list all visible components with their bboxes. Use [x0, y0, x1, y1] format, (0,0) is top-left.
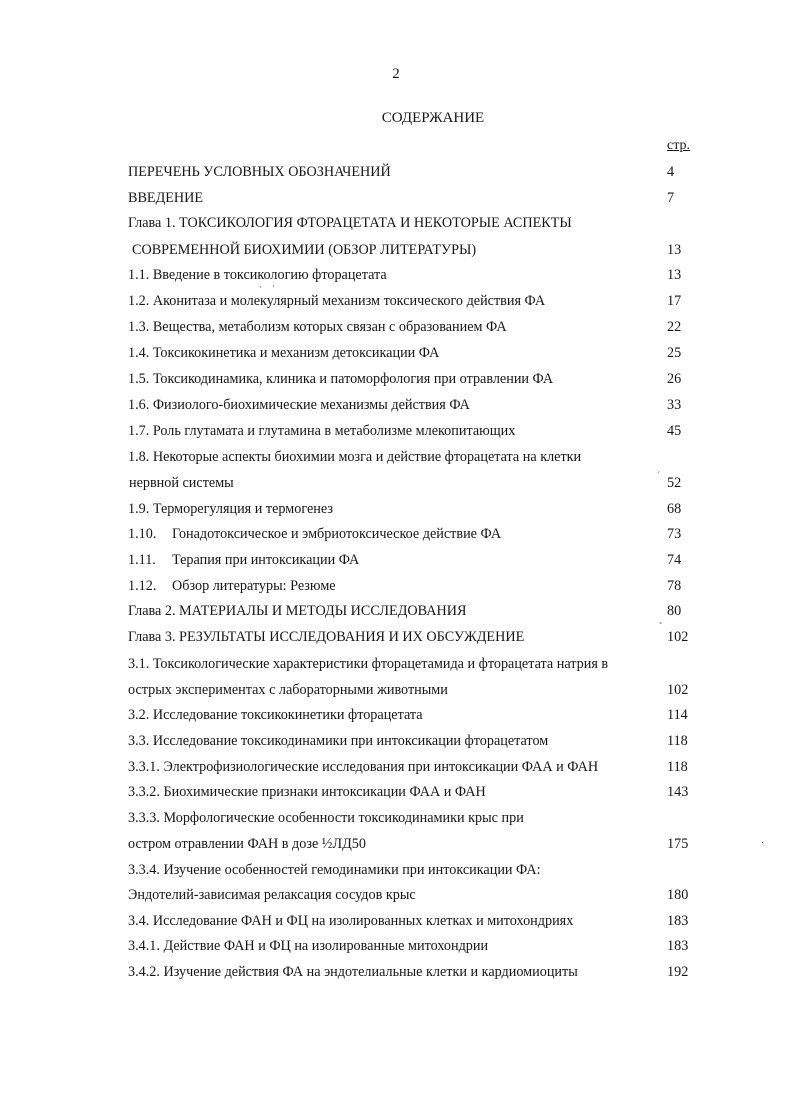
toc-entry-text: Гонадотоксическое и эмбриотоксическое действие ФА	[172, 526, 502, 542]
toc-entry-page: 114	[667, 707, 688, 723]
toc-entry-text: ВВЕДЕНИЕ	[128, 190, 204, 206]
toc-entry-text: 3.1. Токсикологические характеристики фторацетамида и фторацетата натрия в	[128, 656, 609, 672]
toc-entry-text: 1.6. Физиолого-биохимические механизмы действия ФА	[128, 397, 470, 413]
scan-speck: ·	[272, 281, 275, 291]
toc-entry-text: 1.1. Введение в токсикологию фторацетата	[128, 267, 387, 283]
toc-entry-page: 33	[667, 397, 682, 413]
toc-entry-text: 3.3.1. Электрофизиологические исследования при интоксикации ФАА и ФАН	[128, 759, 599, 775]
toc-entry-page: 45	[667, 423, 682, 439]
toc-entry-text: 3.3.3. Морфологические особенности токсикодинамики крыс при	[128, 810, 524, 826]
toc-entry-text: ПЕРЕЧЕНЬ УСЛОВНЫХ ОБОЗНАЧЕНИЙ	[128, 164, 391, 180]
toc-entry-text: 3.4.1. Действие ФАН и ФЦ на изолированные митохондрии	[128, 938, 489, 954]
scan-speck: ·	[761, 838, 765, 849]
toc-entry-page: 4	[667, 164, 675, 180]
toc-entry-page: 17	[667, 293, 682, 309]
scan-speck: ·	[259, 282, 262, 292]
toc-entry-text: Терапия при интоксикации ФА	[172, 552, 360, 568]
toc-entry-text: Глава 3. РЕЗУЛЬТАТЫ ИССЛЕДОВАНИЯ И ИХ ОБСУЖДЕНИЕ	[128, 629, 525, 645]
page-number: 2	[392, 66, 400, 82]
toc-entry-page: 25	[667, 345, 682, 361]
toc-entry-text: Эндотелий-зависимая релаксация сосудов крыс	[128, 887, 416, 903]
toc-entry-page: 118	[667, 759, 688, 775]
toc-entry-text: остром отравлении ФАН в дозе ½ЛД50	[128, 836, 366, 852]
toc-entry-text: 3.2. Исследование токсикокинетики фторацетата	[128, 707, 423, 723]
toc-entry-text: СОВРЕМЕННОЙ БИОХИМИИ (ОБЗОР ЛИТЕРАТУРЫ)	[132, 242, 477, 258]
toc-entry-page: 192	[667, 964, 689, 980]
toc-entry-page: 102	[667, 629, 689, 645]
toc-entry-page: 143	[667, 784, 689, 800]
toc-entry-page: 180	[667, 887, 689, 903]
toc-entry-page: 68	[667, 501, 682, 517]
toc-entry-text: 1.9. Терморегуляция и термогенез	[128, 501, 333, 517]
toc-entry-text: 1.8. Некоторые аспекты биохимии мозга и действие фторацетата на клетки	[128, 449, 582, 465]
page-column-header: стр.	[667, 138, 691, 153]
toc-entry-text: Глава 1. ТОКСИКОЛОГИЯ ФТОРАЦЕТАТА И НЕКОТОРЫЕ АСПЕКТЫ	[128, 215, 572, 231]
toc-entry-text: 1.4. Токсикокинетика и механизм детоксикации ФА	[128, 345, 440, 361]
toc-entry-text: острых экспериментах с лабораторными животными	[128, 682, 448, 698]
toc-entry-text: нервной системы	[129, 475, 234, 491]
toc-entry-page: 52	[667, 475, 682, 491]
toc-entry-page: 73	[667, 526, 682, 542]
toc-entry-text: 3.3. Исследование токсикодинамики при интоксикации фторацетатом	[128, 733, 549, 749]
toc-entry-page: 13	[667, 242, 682, 258]
toc-entry-page: 183	[667, 913, 689, 929]
toc-entry-page: 7	[667, 190, 675, 206]
page-title: СОДЕРЖАНИЕ	[381, 110, 485, 126]
toc-entry-text: 3.4. Исследование ФАН и ФЦ на изолированных клетках и митохондриях	[128, 913, 574, 929]
toc-entry-page: 80	[667, 603, 682, 619]
toc-entry-page: 13	[667, 267, 682, 283]
toc-entry-text: 3.4.2. Изучение действия ФА на эндотелиальные клетки и кардиомиоциты	[128, 964, 578, 980]
toc-entry-page: 74	[667, 552, 682, 568]
toc-entry-text: 3.3.4. Изучение особенностей гемодинамики при интоксикации ФА:	[128, 862, 541, 878]
toc-entry-page: 183	[667, 938, 689, 954]
toc-entry-number: 1.11.	[128, 552, 156, 568]
toc-entry-text: 3.3.2. Биохимические признаки интоксикации ФАА и ФАН	[128, 784, 486, 800]
toc-entry-page: 175	[667, 836, 689, 852]
toc-entry-text: 1.5. Токсикодинамика, клиника и патоморфология при отравлении ФА	[128, 371, 554, 387]
toc-entry-text: Обзор литературы: Резюме	[172, 578, 336, 594]
toc-entry-page: 78	[667, 578, 682, 594]
toc-entry-page: 26	[667, 371, 682, 387]
toc-entry-page: 118	[667, 733, 688, 749]
scan-speck: ˊ	[657, 470, 660, 480]
toc-entry-number: 1.12.	[128, 578, 157, 594]
toc-entry-text: 1.2. Аконитаза и молекулярный механизм токсического действия ФА	[128, 293, 546, 309]
toc-entry-text: 1.3. Вещества, метаболизм которых связан с образованием ФА	[128, 319, 507, 335]
toc-entry-text: Глава 2. МАТЕРИАЛЫ И МЕТОДЫ ИССЛЕДОВАНИЯ	[128, 603, 467, 619]
toc-entry-page: 22	[667, 319, 682, 335]
toc-entry-number: 1.10.	[128, 526, 157, 542]
toc-entry-page: 102	[667, 682, 689, 698]
scan-speck: ˜	[659, 621, 662, 631]
toc-entry-text: 1.7. Роль глутамата и глутамина в метаболизме млекопитающих	[128, 423, 516, 439]
